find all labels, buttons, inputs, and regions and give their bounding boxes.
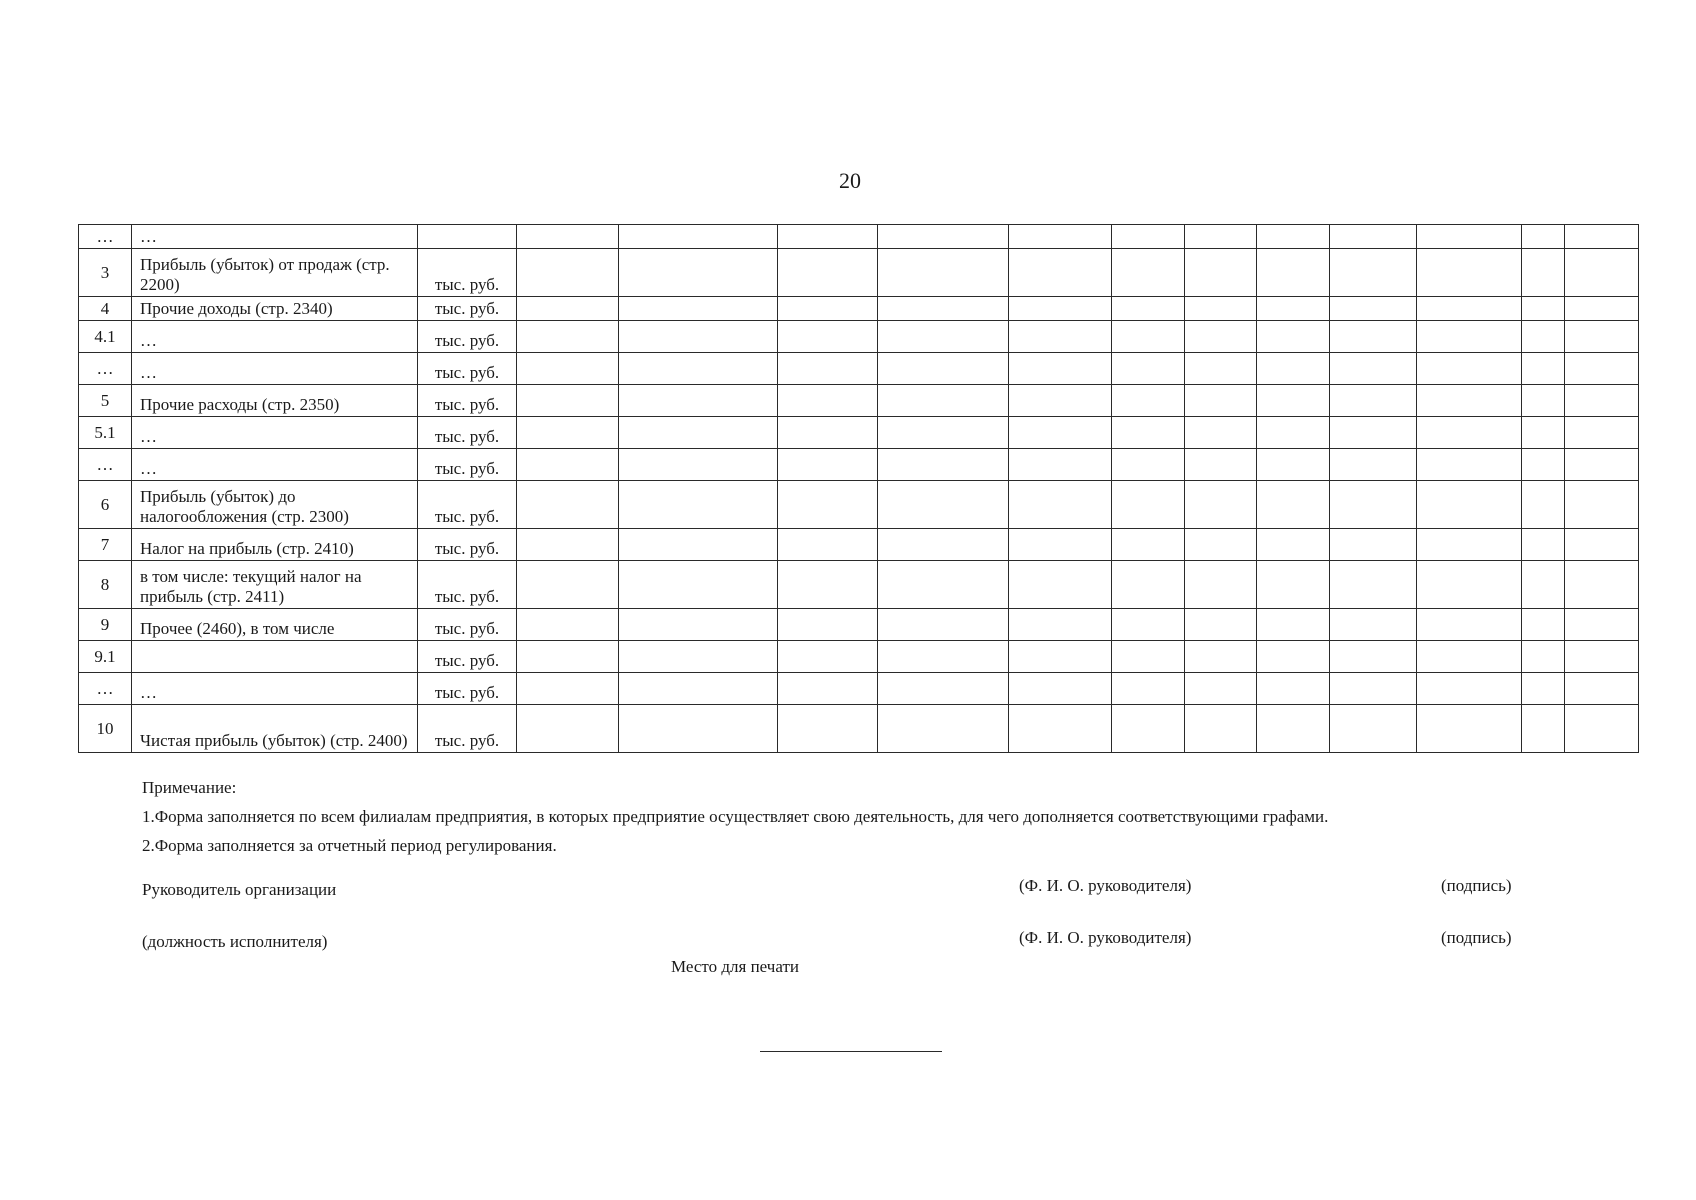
value-cell: [878, 705, 1009, 753]
value-cell: [1112, 561, 1185, 609]
value-cell: [517, 385, 619, 417]
value-cell: [1417, 417, 1522, 449]
value-cell: [1522, 225, 1565, 249]
value-cell: [1185, 529, 1257, 561]
value-cell: [778, 225, 878, 249]
value-cell: [1009, 297, 1112, 321]
value-cell: [1522, 249, 1565, 297]
value-cell: [1112, 449, 1185, 481]
table-row: [79, 529, 1639, 561]
value-cell: [1112, 417, 1185, 449]
value-cell: [1522, 673, 1565, 705]
value-cell: [1565, 353, 1639, 385]
value-cell: [1522, 353, 1565, 385]
row-number-cell: 10: [79, 705, 132, 753]
value-cell: [1522, 481, 1565, 529]
table-row: [79, 609, 1639, 641]
indicator-name-cell: Прочие расходы (стр. 2350): [132, 385, 418, 417]
table-row: [79, 417, 1639, 449]
value-cell: [1009, 249, 1112, 297]
value-cell: [878, 353, 1009, 385]
value-cell: [1257, 449, 1330, 481]
table-row: [79, 673, 1639, 705]
value-cell: [1522, 449, 1565, 481]
value-cell: [878, 417, 1009, 449]
value-cell: [1009, 673, 1112, 705]
value-cell: [778, 705, 878, 753]
value-cell: [1009, 481, 1112, 529]
value-cell: [1009, 609, 1112, 641]
value-cell: [1185, 641, 1257, 673]
value-cell: [1009, 225, 1112, 249]
row-number-cell: 4: [79, 297, 132, 321]
value-cell: [517, 449, 619, 481]
table-row: [79, 705, 1639, 753]
value-cell: [1112, 225, 1185, 249]
value-cell: [1257, 641, 1330, 673]
value-cell: [1112, 609, 1185, 641]
value-cell: [619, 641, 778, 673]
row-number-cell: 8: [79, 561, 132, 609]
indicator-name-cell: …: [132, 417, 418, 449]
value-cell: [1417, 449, 1522, 481]
value-cell: [1185, 353, 1257, 385]
value-cell: [1112, 297, 1185, 321]
value-cell: [1185, 705, 1257, 753]
value-cell: [1009, 641, 1112, 673]
signature-role-label: Руководитель организации: [142, 880, 337, 899]
unit-cell: тыс. руб.: [418, 481, 517, 529]
value-cell: [1417, 321, 1522, 353]
value-cell: [1257, 249, 1330, 297]
value-cell: [1009, 417, 1112, 449]
value-cell: [1112, 353, 1185, 385]
indicator-name-cell: Прочие доходы (стр. 2340): [132, 297, 418, 321]
value-cell: [1330, 385, 1417, 417]
value-cell: [778, 297, 878, 321]
value-cell: [878, 561, 1009, 609]
value-cell: [1330, 249, 1417, 297]
value-cell: [1330, 641, 1417, 673]
value-cell: [1330, 417, 1417, 449]
value-cell: [1565, 561, 1639, 609]
value-cell: [619, 529, 778, 561]
value-cell: [1565, 417, 1639, 449]
value-cell: [1330, 353, 1417, 385]
value-cell: [1185, 673, 1257, 705]
value-cell: [1330, 561, 1417, 609]
value-cell: [1522, 705, 1565, 753]
value-cell: [1112, 673, 1185, 705]
value-cell: [878, 449, 1009, 481]
value-cell: [878, 385, 1009, 417]
value-cell: [1185, 249, 1257, 297]
value-cell: [1112, 249, 1185, 297]
value-cell: [1009, 449, 1112, 481]
table-row: [79, 353, 1639, 385]
report-table: [78, 224, 1639, 753]
value-cell: [778, 561, 878, 609]
value-cell: [878, 481, 1009, 529]
value-cell: [1185, 385, 1257, 417]
value-cell: [619, 321, 778, 353]
unit-cell: [418, 225, 517, 249]
value-cell: [1257, 385, 1330, 417]
indicator-name-cell: Налог на прибыль (стр. 2410): [132, 529, 418, 561]
value-cell: [619, 481, 778, 529]
value-cell: [1112, 705, 1185, 753]
value-cell: [1330, 449, 1417, 481]
value-cell: [1565, 481, 1639, 529]
value-cell: [517, 297, 619, 321]
value-cell: [517, 673, 619, 705]
value-cell: [1257, 609, 1330, 641]
value-cell: [1009, 321, 1112, 353]
value-cell: [1185, 297, 1257, 321]
value-cell: [778, 249, 878, 297]
value-cell: [1417, 705, 1522, 753]
value-cell: [1112, 321, 1185, 353]
value-cell: [1522, 561, 1565, 609]
notes-heading: Примечание:: [142, 778, 237, 797]
value-cell: [1417, 249, 1522, 297]
value-cell: [1330, 705, 1417, 753]
notes-section: [142, 773, 1662, 860]
value-cell: [1565, 449, 1639, 481]
value-cell: [778, 417, 878, 449]
value-cell: [517, 417, 619, 449]
indicator-name-cell: …: [132, 225, 418, 249]
value-cell: [1565, 673, 1639, 705]
value-cell: [517, 481, 619, 529]
unit-cell: тыс. руб.: [418, 641, 517, 673]
value-cell: [1185, 449, 1257, 481]
table-row: [79, 561, 1639, 609]
value-cell: [1565, 385, 1639, 417]
value-cell: [778, 449, 878, 481]
value-cell: [778, 609, 878, 641]
value-cell: [1330, 673, 1417, 705]
value-cell: [1257, 225, 1330, 249]
table-row: [79, 449, 1639, 481]
row-number-cell: 3: [79, 249, 132, 297]
value-cell: [878, 321, 1009, 353]
value-cell: [778, 321, 878, 353]
indicator-name-cell: Прибыль (убыток) до налогообложения (стр. 2300): [132, 481, 418, 529]
value-cell: [1522, 609, 1565, 641]
table-row: [79, 249, 1639, 297]
indicator-name-cell: …: [132, 353, 418, 385]
row-number-cell: …: [79, 353, 132, 385]
value-cell: [619, 249, 778, 297]
value-cell: [1185, 321, 1257, 353]
unit-cell: тыс. руб.: [418, 705, 517, 753]
unit-cell: тыс. руб.: [418, 297, 517, 321]
value-cell: [878, 673, 1009, 705]
value-cell: [778, 481, 878, 529]
indicator-name-cell: …: [132, 449, 418, 481]
signature-name-label: (Ф. И. О. руководителя): [1019, 876, 1192, 895]
value-cell: [878, 609, 1009, 641]
value-cell: [619, 609, 778, 641]
table-row: [79, 641, 1639, 673]
value-cell: [619, 297, 778, 321]
value-cell: [1417, 353, 1522, 385]
value-cell: [878, 297, 1009, 321]
value-cell: [1185, 225, 1257, 249]
value-cell: [1185, 609, 1257, 641]
table-body: [79, 225, 1639, 753]
value-cell: [1112, 385, 1185, 417]
row-number-cell: 9.1: [79, 641, 132, 673]
value-cell: [778, 673, 878, 705]
value-cell: [1112, 481, 1185, 529]
indicator-name-cell: Прибыль (убыток) от продаж (стр. 2200): [132, 249, 418, 297]
value-cell: [1565, 297, 1639, 321]
value-cell: [1257, 529, 1330, 561]
value-cell: [619, 705, 778, 753]
value-cell: [1330, 297, 1417, 321]
value-cell: [1009, 705, 1112, 753]
value-cell: [778, 385, 878, 417]
value-cell: [517, 529, 619, 561]
executor-position-label: (должность исполнителя): [142, 932, 328, 951]
value-cell: [517, 225, 619, 249]
value-cell: [619, 225, 778, 249]
value-cell: [517, 249, 619, 297]
value-cell: [1330, 529, 1417, 561]
indicator-name-cell: …: [132, 673, 418, 705]
value-cell: [1257, 561, 1330, 609]
value-cell: [1565, 321, 1639, 353]
value-cell: [1257, 481, 1330, 529]
unit-cell: тыс. руб.: [418, 321, 517, 353]
value-cell: [517, 609, 619, 641]
value-cell: [1257, 417, 1330, 449]
table-row: [79, 225, 1639, 249]
value-cell: [1417, 481, 1522, 529]
value-cell: [778, 641, 878, 673]
value-cell: [1565, 529, 1639, 561]
indicator-name-cell: Прочее (2460), в том числе: [132, 609, 418, 641]
row-number-cell: 9: [79, 609, 132, 641]
value-cell: [1257, 297, 1330, 321]
unit-cell: тыс. руб.: [418, 353, 517, 385]
table-row: [79, 321, 1639, 353]
value-cell: [1009, 353, 1112, 385]
value-cell: [1417, 297, 1522, 321]
value-cell: [517, 321, 619, 353]
unit-cell: тыс. руб.: [418, 609, 517, 641]
row-number-cell: 7: [79, 529, 132, 561]
value-cell: [517, 353, 619, 385]
value-cell: [1417, 529, 1522, 561]
unit-cell: тыс. руб.: [418, 561, 517, 609]
unit-cell: тыс. руб.: [418, 529, 517, 561]
value-cell: [878, 225, 1009, 249]
value-cell: [878, 529, 1009, 561]
value-cell: [619, 673, 778, 705]
value-cell: [1522, 385, 1565, 417]
executor-name-label: (Ф. И. О. руководителя): [1019, 928, 1192, 947]
value-cell: [1417, 641, 1522, 673]
page-number: 20: [839, 168, 861, 193]
value-cell: [1417, 385, 1522, 417]
value-cell: [1009, 385, 1112, 417]
value-cell: [1522, 529, 1565, 561]
table-row: [79, 481, 1639, 529]
value-cell: [619, 417, 778, 449]
value-cell: [1417, 609, 1522, 641]
unit-cell: тыс. руб.: [418, 385, 517, 417]
executor-sign-label: (подпись): [1441, 928, 1512, 947]
row-number-cell: 5.1: [79, 417, 132, 449]
value-cell: [1565, 705, 1639, 753]
table-row: [79, 297, 1639, 321]
indicator-name-cell: [132, 641, 418, 673]
value-cell: [1112, 641, 1185, 673]
value-cell: [1257, 705, 1330, 753]
value-cell: [1257, 321, 1330, 353]
row-number-cell: 5: [79, 385, 132, 417]
value-cell: [1185, 561, 1257, 609]
value-cell: [1330, 609, 1417, 641]
value-cell: [1257, 673, 1330, 705]
value-cell: [778, 529, 878, 561]
value-cell: [878, 249, 1009, 297]
stamp-place-label: Место для печати: [671, 957, 799, 976]
value-cell: [1257, 353, 1330, 385]
indicator-name-cell: в том числе: текущий налог на прибыль (стр. 2411): [132, 561, 418, 609]
value-cell: [517, 705, 619, 753]
value-cell: [1522, 321, 1565, 353]
value-cell: [517, 561, 619, 609]
value-cell: [1417, 673, 1522, 705]
row-number-cell: …: [79, 449, 132, 481]
value-cell: [1565, 225, 1639, 249]
value-cell: [619, 385, 778, 417]
unit-cell: тыс. руб.: [418, 249, 517, 297]
table-row: [79, 385, 1639, 417]
indicator-name-cell: …: [132, 321, 418, 353]
value-cell: [1009, 529, 1112, 561]
value-cell: [878, 641, 1009, 673]
value-cell: [1330, 321, 1417, 353]
unit-cell: тыс. руб.: [418, 449, 517, 481]
value-cell: [1330, 481, 1417, 529]
value-cell: [1522, 641, 1565, 673]
row-number-cell: …: [79, 225, 132, 249]
bottom-divider: [760, 1051, 942, 1052]
value-cell: [1112, 529, 1185, 561]
value-cell: [1522, 297, 1565, 321]
value-cell: [1417, 561, 1522, 609]
value-cell: [1185, 481, 1257, 529]
value-cell: [619, 353, 778, 385]
note-item-1: 1.Форма заполняется по всем филиалам предприятия, в которых предприятие осуществляет свою деятельность, для чего дополняется соответствующими графами.: [142, 807, 1329, 826]
note-item-2: 2.Форма заполняется за отчетный период регулирования.: [142, 836, 557, 855]
signature-sign-label: (подпись): [1441, 876, 1512, 895]
value-cell: [1565, 641, 1639, 673]
value-cell: [619, 449, 778, 481]
value-cell: [1330, 225, 1417, 249]
unit-cell: тыс. руб.: [418, 673, 517, 705]
value-cell: [517, 641, 619, 673]
row-number-cell: 4.1: [79, 321, 132, 353]
value-cell: [1417, 225, 1522, 249]
unit-cell: тыс. руб.: [418, 417, 517, 449]
value-cell: [1565, 609, 1639, 641]
value-cell: [1185, 417, 1257, 449]
row-number-cell: …: [79, 673, 132, 705]
row-number-cell: 6: [79, 481, 132, 529]
value-cell: [778, 353, 878, 385]
value-cell: [619, 561, 778, 609]
value-cell: [1009, 561, 1112, 609]
value-cell: [1565, 249, 1639, 297]
indicator-name-cell: Чистая прибыль (убыток) (стр. 2400): [132, 705, 418, 753]
value-cell: [1522, 417, 1565, 449]
